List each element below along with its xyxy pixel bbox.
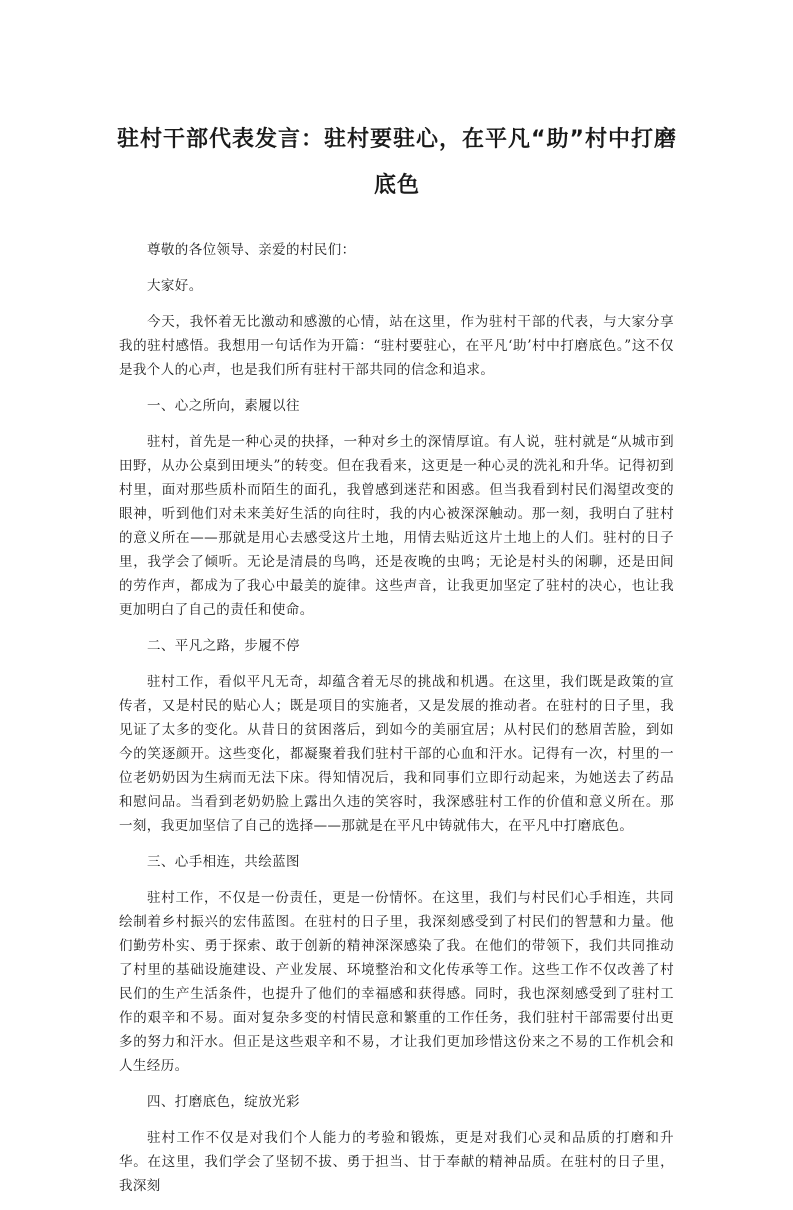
section-heading: 一、心之所向，素履以往	[147, 398, 300, 414]
body-paragraph: 驻村工作，看似平凡无奇，却蕴含着无尽的挑战和机遇。在这里，我们既是政策的宣传者，又是村民的贴心人；既是项目的实施者，又是发展的推动者。在驻村的日子里，我见证了太多的变化。从昔日的贫困落后，到如今的美丽宜居；从村民们的愁眉苦脸，到如今的笑逐颜开。这些变化，都凝聚着我们驻村干部的心血和汗水。记得有一次，村里的一位老奶奶因为生病而无法下床。得知情况后，我和同事们立即行动起来，为她送去了药品和慰问品。当看到老奶奶脸上露出久违的笑容时，我深感驻村工作的价值和意义所在。那一刻，我更加坚信了自己的选择——那就是在平凡中铸就伟大，在平凡中打磨底色。	[119, 674, 674, 834]
document-body	[119, 238, 674, 1210]
body-paragraph: 驻村工作，不仅是一份责任，更是一份情怀。在这里，我们与村民们心手相连，共同绘制着乡村振兴的宏伟蓝图。在驻村的日子里，我深刻感受到了村民们的智慧和力量。他们勤劳朴实、勇于探索、敢于创新的精神深深感染了我。在他们的带领下，我们共同推动了村里的基础设施建设、产业发展、环境整治和文化传承等工作。这些工作不仅改善了村民们的生产生活条件，也提升了他们的幸福感和获得感。同时，我也深刻感受到了驻村工作的艰辛和不易。面对复杂多变的村情民意和繁重的工作任务，我们驻村干部需要付出更多的努力和汗水。但正是这些艰辛和不易，才让我们更加珍惜这份来之不易的工作机会和人生经历。	[119, 890, 674, 1074]
body-paragraph: 大家好。	[147, 278, 203, 294]
body-paragraph: 驻村工作不仅是对我们个人能力的考验和锻炼，更是对我们心灵和品质的打磨和升华。在这里，我们学会了坚韧不拔、勇于担当、甘于奉献的精神品质。在驻村的日子里，我深刻	[119, 1130, 674, 1194]
document-title: 驻村干部代表发言：驻村要驻心，在平凡“助”村中打磨底色	[117, 127, 677, 198]
body-paragraph: 今天，我怀着无比激动和感激的心情，站在这里，作为驻村干部的代表，与大家分享我的驻村感悟。我想用一句话作为开篇：“驻村要驻心，在平凡‘助’村中打磨底色。”这不仅是我个人的心声，也是我们所有驻村干部共同的信念和追求。	[119, 314, 674, 378]
body-paragraph: 驻村，首先是一种心灵的抉择，一种对乡土的深情厚谊。有人说，驻村就是“从城市到田野，从办公桌到田埂头”的转变。但在我看来，这更是一种心灵的洗礼和升华。记得初到村里，面对那些质朴而陌生的面孔，我曾感到迷茫和困惑。但当我看到村民们渴望改变的眼神，听到他们对未来美好生活的向往时，我的内心被深深触动。那一刻，我明白了驻村的意义所在——那就是用心去感受这片土地，用情去贴近这片土地上的人们。驻村的日子里，我学会了倾听。无论是清晨的鸟鸣，还是夜晚的虫鸣；无论是村头的闲聊，还是田间的劳作声，都成为了我心中最美的旋律。这些声音，让我更加坚定了驻村的决心，也让我更加明白了自己的责任和使命。	[119, 434, 674, 618]
section-heading: 四、打磨底色，绽放光彩	[147, 1094, 300, 1110]
section-heading: 三、心手相连，共绘蓝图	[147, 854, 300, 870]
section-heading: 二、平凡之路，步履不停	[147, 638, 300, 654]
body-paragraph: 尊敬的各位领导、亲爱的村民们：	[147, 242, 356, 258]
